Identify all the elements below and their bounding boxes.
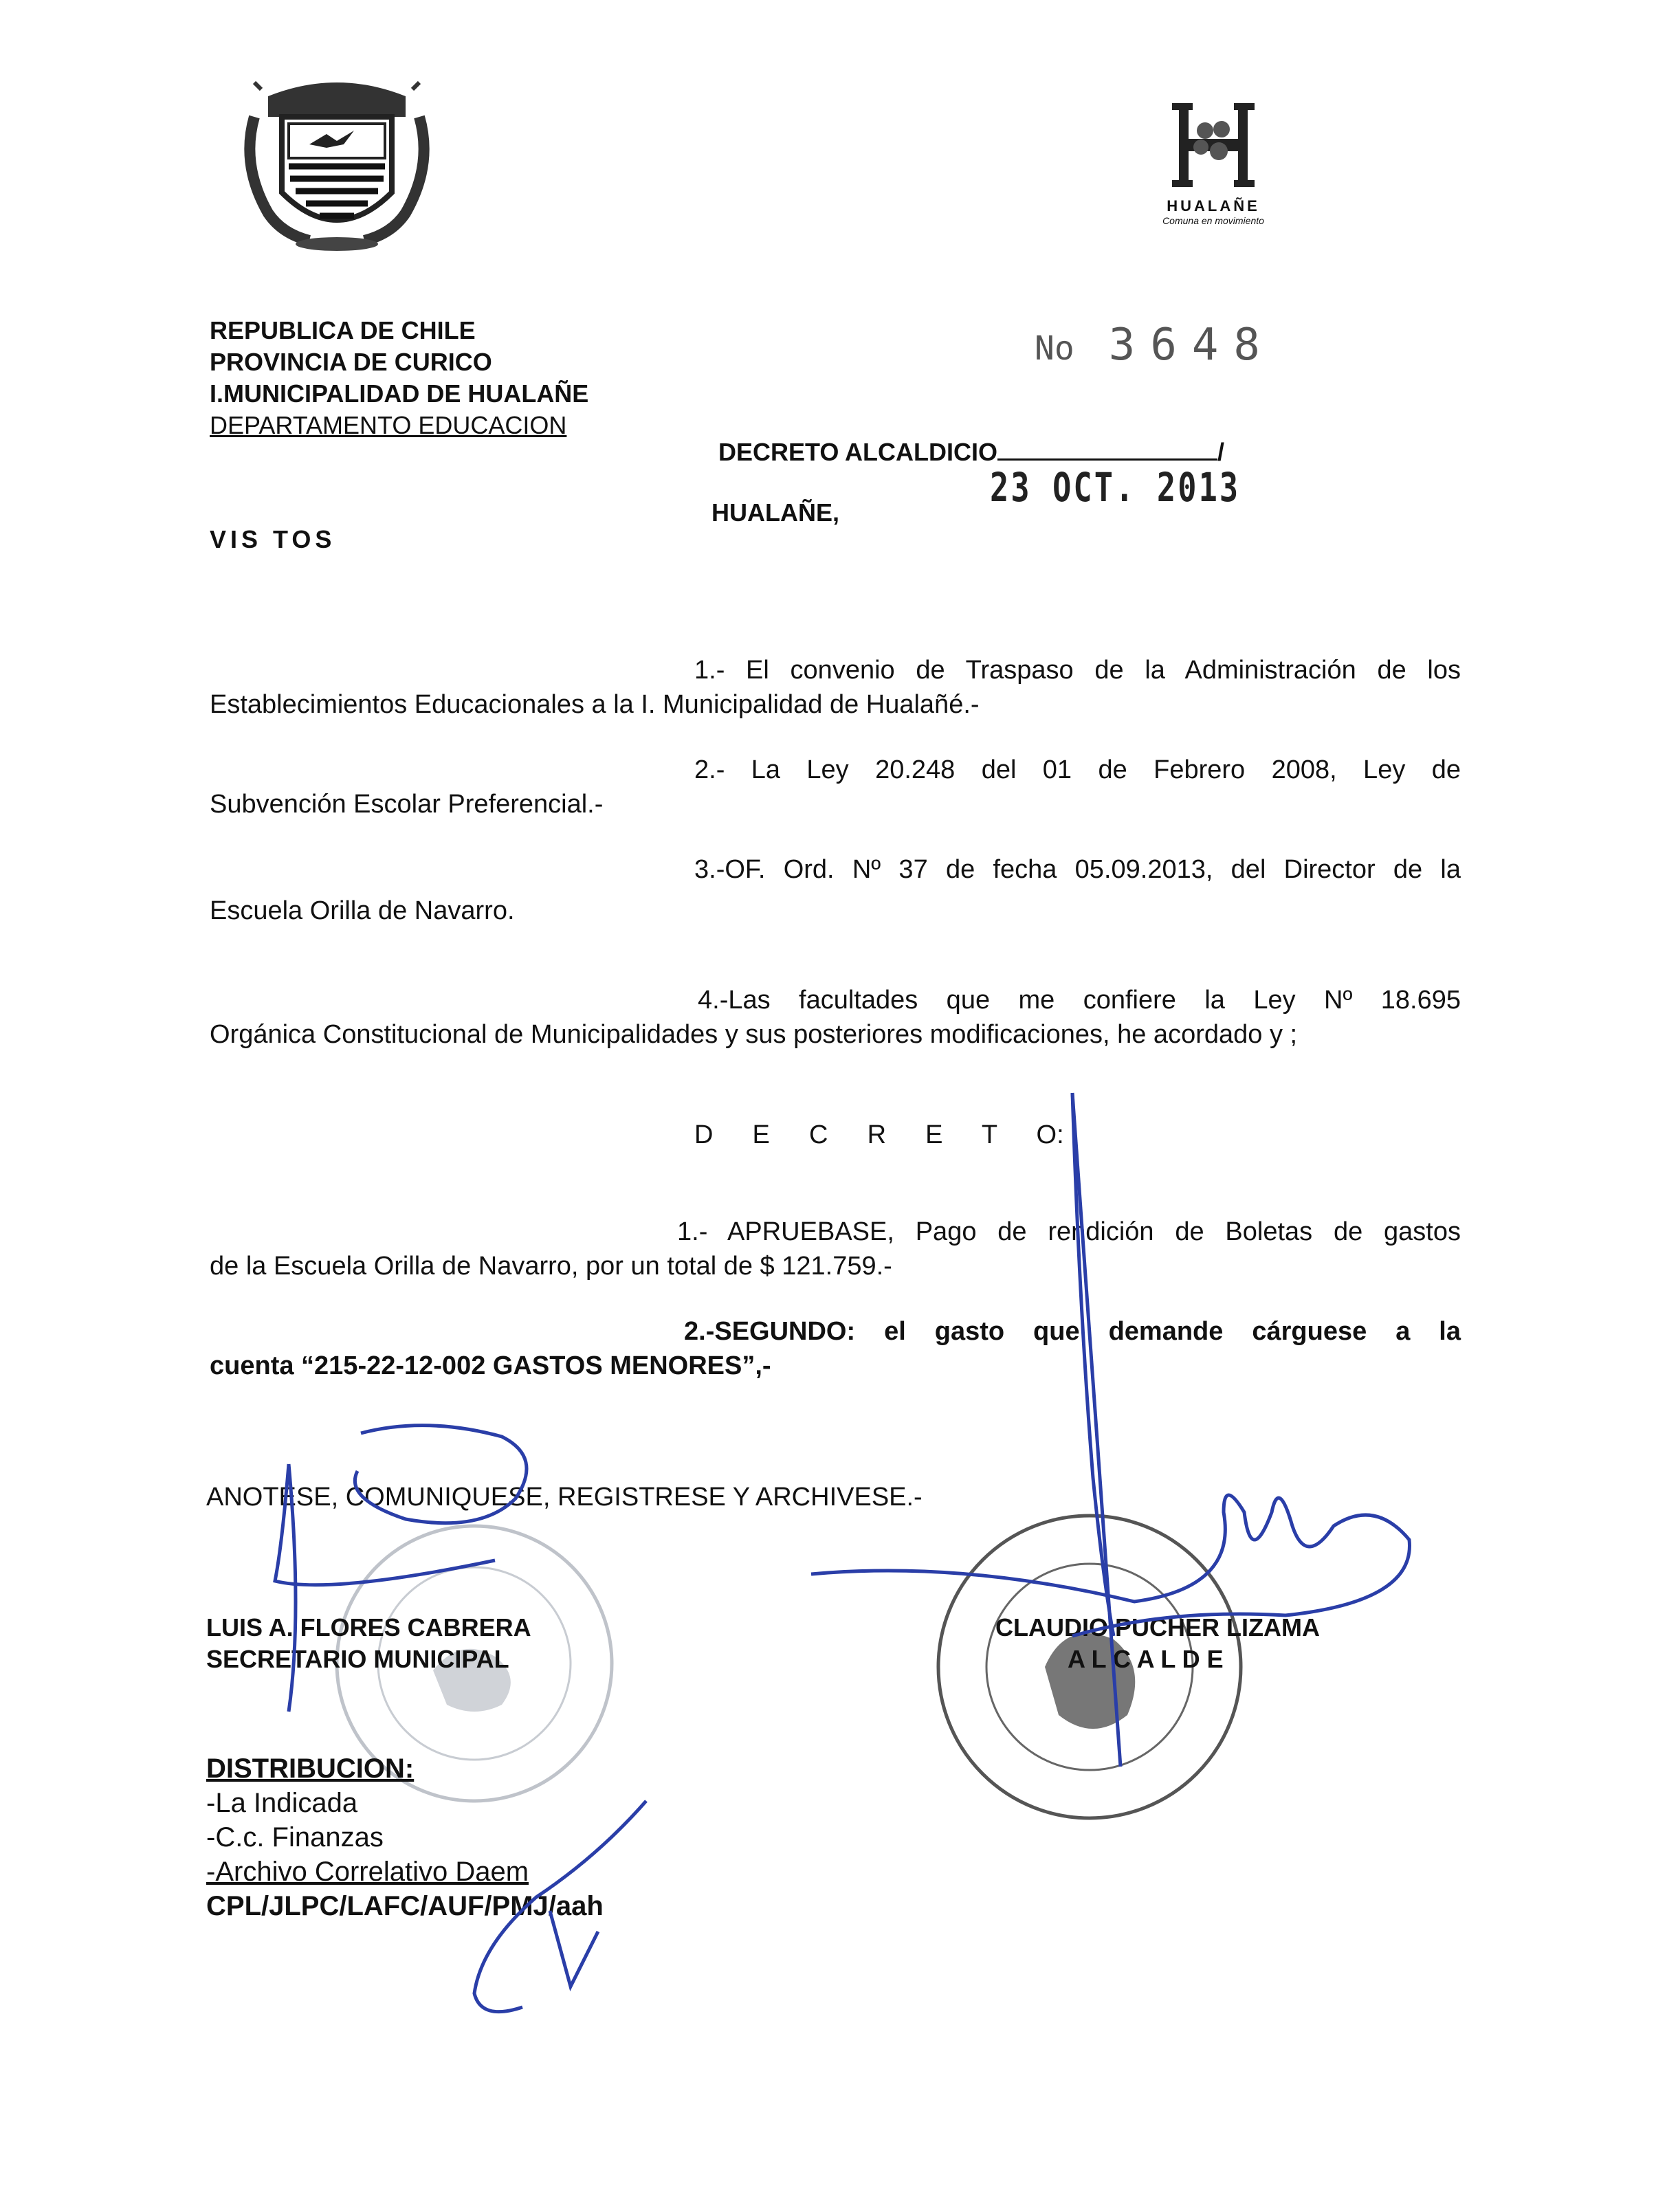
closing-line: ANOTESE, COMUNIQUESE, REGISTRESE Y ARCHIVESE.- (206, 1483, 923, 1512)
hualane-logo (1138, 103, 1289, 241)
hualane-h-mark (1165, 103, 1261, 192)
stamp-number-value: 3648 (1108, 320, 1275, 370)
visto-item-3 (210, 852, 1461, 928)
signer-right-name: CLAUDIO PUCHER LIZAMA (995, 1613, 1320, 1641)
distribution-line-1: -La Indicada (206, 1788, 358, 1818)
decreto-slash: / (1217, 438, 1225, 466)
vistos-heading: VIS TOS (210, 525, 336, 553)
distribution-line-2: -C.c. Finanzas (206, 1822, 384, 1852)
visto-item-4-first: 4.-Las facultades que me confiere la Ley Nº 18.695 (698, 986, 1461, 1015)
signer-left-title: SECRETARIO MUNICIPAL (206, 1645, 509, 1673)
signer-right-title: A L C A L D E (1068, 1645, 1224, 1673)
date-stamp: 23 OCT. 2013 (990, 464, 1241, 511)
logo-slogan: Comuna en movimiento (1162, 215, 1264, 226)
distribution-heading: DISTRIBUCION: (206, 1754, 415, 1784)
visto-item-2-rest: Subvención Escolar Preferencial.- (210, 790, 604, 819)
decreto-heading: D E C R E T O: (694, 1120, 1064, 1149)
visto-item-4 (210, 983, 1461, 1052)
visto-item-4-rest: Orgánica Constitucional de Municipalidades y sus posteriores modificaciones, he acordado y ; (210, 1020, 1298, 1049)
resolution-1-first: 1.- APRUEBASE, Pago de rendición de Boletas de gastos (677, 1217, 1461, 1246)
place-label: HUALAÑE, (711, 498, 839, 527)
resolution-2-first: 2.-SEGUNDO: el gasto que demande cárguese a la (684, 1317, 1461, 1346)
resolution-1-rest: de la Escuela Orilla de Navarro, por un total de $ 121.759.- (210, 1252, 892, 1281)
decreto-blank (997, 438, 1217, 461)
resolution-1 (210, 1215, 1461, 1283)
visto-item-1-first: 1.- El convenio de Traspaso de la Administración de los (694, 656, 1461, 685)
header-line-republica: REPUBLICA DE CHILE (210, 316, 476, 344)
signer-left-name: LUIS A. FLORES CABRERA (206, 1613, 531, 1641)
distribution-line-3: -Archivo Correlativo Daem (206, 1857, 529, 1887)
distribution-block (206, 1751, 604, 1923)
decreto-label: DECRETO ALCALDICIO (718, 438, 998, 466)
visto-item-3-first: 3.-OF. Ord. Nº 37 de fecha 05.09.2013, del Director de la (694, 855, 1461, 884)
header-block (210, 315, 588, 441)
coat-of-arms-logo (241, 76, 433, 254)
resolution-2 (210, 1314, 1461, 1383)
signer-right (995, 1612, 1320, 1675)
header-line-municipalidad: I.MUNICIPALIDAD DE HUALAÑE (210, 379, 589, 408)
header-line-departamento: DEPARTAMENTO EDUCACION (210, 411, 567, 439)
visto-item-2-first: 2.- La Ley 20.248 del 01 de Febrero 2008, Ley de (694, 755, 1461, 784)
visto-item-2 (210, 753, 1461, 821)
stamp-number (1035, 320, 1275, 370)
distribution-initials: CPL/JLPC/LAFC/AUF/PMJ/aah (206, 1891, 604, 1921)
visto-item-3-rest: Escuela Orilla de Navarro. (210, 896, 515, 925)
visto-item-1-rest: Establecimientos Educacionales a la I. Municipalidad de Hualañé.- (210, 690, 980, 719)
header-line-provincia: PROVINCIA DE CURICO (210, 348, 492, 376)
signer-left (206, 1612, 531, 1675)
visto-item-1 (210, 653, 1461, 722)
stamp-number-prefix: No (1035, 329, 1074, 368)
logo-text: HUALAÑE (1167, 197, 1260, 214)
resolution-2-rest: cuenta “215-22-12-002 GASTOS MENORES”,- (210, 1351, 771, 1380)
